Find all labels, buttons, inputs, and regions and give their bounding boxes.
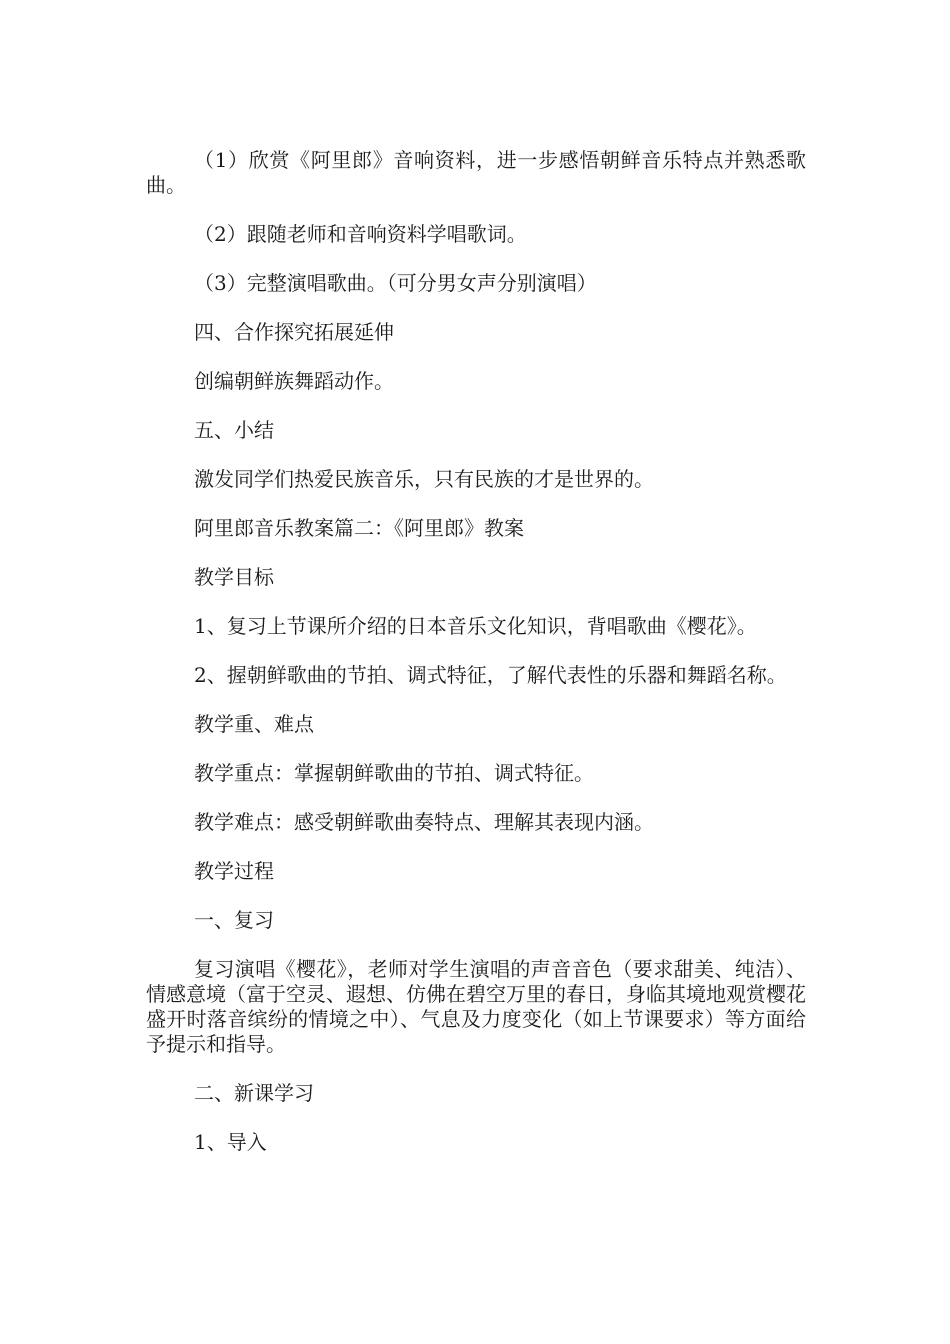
paragraph-inspire: 激发同学们热爱民族音乐，只有民族的才是世界的。 — [194, 467, 654, 491]
heading-process: 教学过程 — [194, 859, 274, 883]
heading-cooperate-explore: 四、合作探究拓展延伸 — [194, 320, 394, 344]
heading-review: 一、复习 — [194, 908, 274, 932]
paragraph-objective-1: 1、复习上节课所介绍的日本音乐文化知识，背唱歌曲《樱花》。 — [194, 614, 757, 638]
heading-objectives: 教学目标 — [194, 565, 274, 589]
paragraph-dance: 创编朝鲜族舞蹈动作。 — [194, 369, 394, 393]
heading-key-difficult: 教学重、难点 — [194, 712, 314, 736]
paragraph-appreciate: （1）欣赏《阿里郎》音响资料，进一步感悟朝鲜音乐特点并熟悉歌曲。 — [146, 148, 806, 197]
paragraph-learn-lyrics: （2）跟随老师和音响资料学唱歌词。 — [194, 222, 527, 246]
paragraph-review-detail: 复习演唱《樱花》，老师对学生演唱的声音音色（要求甜美、纯洁）、情感意境（富于空灵、遐想、仿佛在碧空万里的春日，身临其境地观赏樱花盛开时落音缤纷的情境之中）、气息及力度变化（如上节课要求）等方面给予提示和指导。 — [146, 957, 806, 1056]
paragraph-objective-2: 2、握朝鲜歌曲的节拍、调式特征，了解代表性的乐器和舞蹈名称。 — [194, 663, 787, 687]
heading-introduction: 1、导入 — [194, 1130, 267, 1154]
paragraph-key-point: 教学重点：掌握朝鲜歌曲的节拍、调式特征。 — [194, 761, 594, 785]
heading-lesson-two: 阿里郎音乐教案篇二：《阿里郎》教案 — [194, 516, 524, 540]
heading-new-lesson: 二、新课学习 — [194, 1081, 314, 1105]
document-page — [146, 148, 806, 1179]
paragraph-difficult-point: 教学难点：感受朝鲜歌曲奏特点、理解其表现内涵。 — [194, 810, 654, 834]
paragraph-full-sing: （3）完整演唱歌曲。（可分男女声分别演唱） — [194, 271, 597, 295]
heading-summary: 五、小结 — [194, 418, 274, 442]
